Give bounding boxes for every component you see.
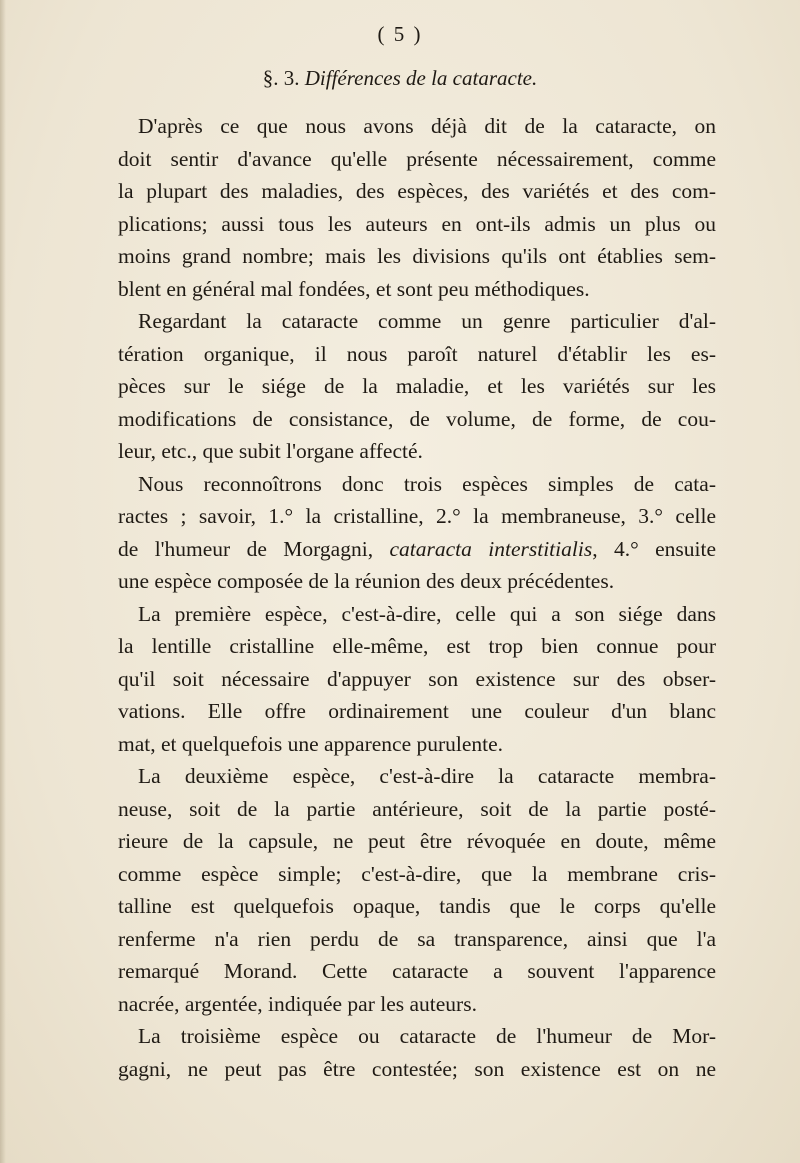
text-line: blent en général mal fondées, et sont peu méthodiques. [118, 276, 590, 301]
text-line: plications; aussi tous les auteurs en ont-ils admis un plus ou [118, 211, 716, 236]
text-line: une espèce composée de la réunion des deux précédentes. [118, 569, 615, 593]
text-line: La troisième espèce ou cataracte de l'humeur de Mor- [138, 1024, 716, 1048]
body-text [118, 110, 716, 1085]
section-number: §. 3. [262, 66, 300, 90]
text-line: Regardant la cataracte comme un genre particulier d'al- [138, 309, 716, 333]
section-heading [0, 66, 800, 91]
page-edge-shadow [0, 0, 6, 1163]
text-line: moins grand nombre; mais les divisions qu'ils ont établies sem- [118, 244, 716, 268]
text-line: comme espèce simple; c'est-à-dire, que la membrane cris- [118, 861, 716, 886]
text-line: D'après ce que nous avons déjà dit de la cataracte, on [138, 114, 716, 138]
text-line: de l'humeur de Morgagni, cataracta interstitialis, 4.° ensuite [118, 536, 716, 561]
text-line: leur, etc., que subit l'organe affecté. [118, 439, 423, 463]
text-line: remarqué Morand. Cette cataracte a souvent l'apparence [118, 959, 716, 983]
text-line: mat, et quelquefois une apparence purulente. [118, 731, 504, 756]
text-line: ractes ; savoir, 1.° la cristalline, 2.° la membraneuse, 3.° celle [118, 504, 716, 528]
text-line: nacrée, argentée, indiquée par les auteurs. [118, 991, 477, 1016]
text-line: qu'il soit nécessaire d'appuyer son existence sur des obser- [118, 666, 716, 691]
page-number: ( 5 ) [377, 22, 423, 46]
section-title: Différences de la cataracte. [304, 66, 538, 90]
text-line: vations. Elle offre ordinairement une couleur d'un blanc [118, 699, 716, 723]
latin-term: cataracta interstitialis [389, 536, 593, 561]
text-line: la lentille cristalline elle-même, est trop bien connue pour [118, 634, 716, 658]
text-line: renferme n'a rien perdu de sa transparence, ainsi que l'a [118, 926, 716, 951]
text-line: modifications de consistance, de volume, de forme, de cou- [118, 406, 716, 431]
text-line: tération organique, il nous paroît naturel d'établir les es- [118, 341, 716, 366]
text-line: talline est quelquefois opaque, tandis que le corps qu'elle [118, 894, 716, 918]
text-line: pèces sur le siége de la maladie, et les variétés sur les [118, 374, 716, 398]
text-line: neuse, soit de la partie antérieure, soit de la partie posté- [118, 796, 716, 821]
text-line: La première espèce, c'est-à-dire, celle qui a son siége dans [138, 601, 716, 626]
text-line: La deuxième espèce, c'est-à-dire la cataracte membra- [138, 764, 716, 788]
text-line: gagni, ne peut pas être contestée; son existence est on ne [118, 1056, 716, 1081]
text-line: Nous reconnoîtrons donc trois espèces simples de cata- [138, 471, 716, 496]
text-line: rieure de la capsule, ne peut être révoquée en doute, même [118, 829, 716, 853]
text-line: doit sentir d'avance qu'elle présente nécessairement, comme [118, 146, 716, 171]
text-line: la plupart des maladies, des espèces, des variétés et des com- [118, 179, 716, 203]
